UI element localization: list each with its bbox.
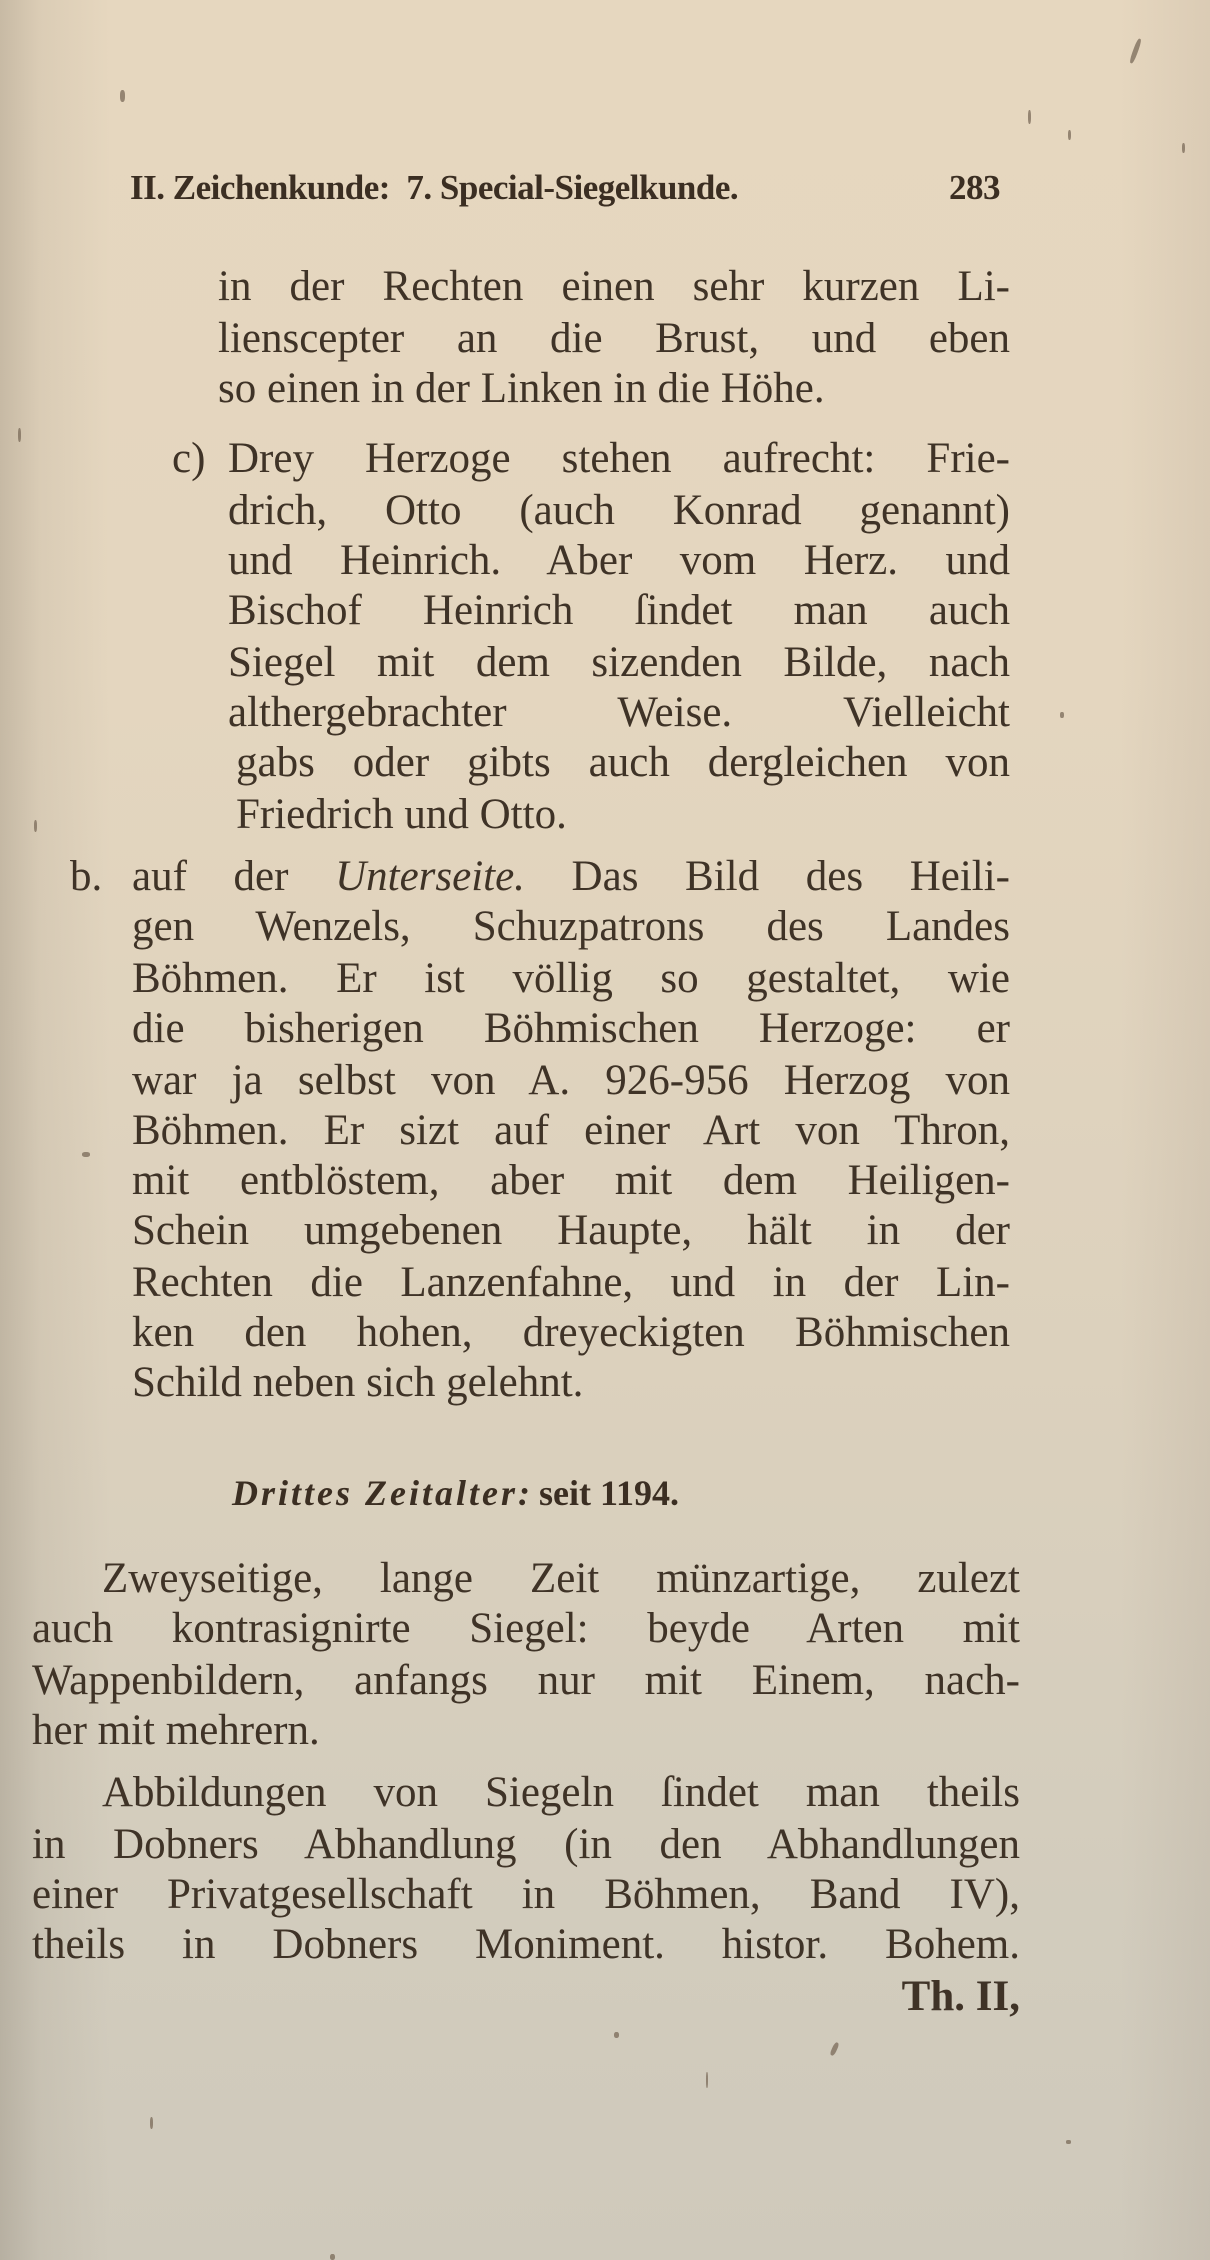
paper-speck xyxy=(120,90,125,102)
text-line: Wappenbildern, anfangs nur mit Einem, nach- xyxy=(32,1657,1020,1704)
text-line: Böhmen. Er sizt auf einer Art von Thron, xyxy=(132,1107,1010,1154)
text-line: so einen in der Linken in die Höhe. xyxy=(218,365,825,412)
text-line: theils in Dobners Moniment. histor. Bohem. xyxy=(32,1921,1020,1968)
paper-speck xyxy=(614,2032,619,2038)
text-line: Siegel mit dem sizenden Bilde, nach xyxy=(228,639,1010,686)
paper-speck xyxy=(1060,712,1064,718)
paper-speck xyxy=(18,428,21,442)
text-line: drich, Otto (auch Konrad genannt) xyxy=(228,487,1010,534)
text-line: Schild neben sich gelehnt. xyxy=(132,1359,584,1406)
text-line: Bischof Heinrich ſindet man auch xyxy=(228,587,1010,634)
paper-speck xyxy=(34,820,37,832)
paper-speck xyxy=(330,2254,335,2260)
section-heading-date: seit 1194. xyxy=(538,1473,679,1513)
text-line: Drey Herzoge stehen aufrecht: Frie- xyxy=(228,435,1010,482)
text-line: und Heinrich. Aber vom Herz. und xyxy=(228,537,1010,584)
text-line: her mit mehrern. xyxy=(32,1707,320,1754)
text-line: auch kontrasignirte Siegel: beyde Arten mit xyxy=(32,1605,1020,1652)
text-line: Böhmen. Er ist völlig so gestaltet, wie xyxy=(132,955,1010,1002)
paper-speck xyxy=(150,2117,153,2129)
running-head-title: II. Zeichenkunde: 7. Special-Siegelkunde. xyxy=(130,168,739,207)
text-line: mit entblöstem, aber mit dem Heiligen- xyxy=(132,1157,1010,1204)
text-line: Zweyseitige, lange Zeit münzartige, zulezt xyxy=(102,1555,1020,1602)
italic-term-unterseite: Unterseite. xyxy=(335,853,525,900)
text-line: war ja selbst von A. 926-956 Herzog von xyxy=(132,1057,1010,1104)
text-line: in Dobners Abhandlung (in den Abhandlungen xyxy=(32,1821,1020,1868)
list-marker-b: b. xyxy=(70,853,103,900)
paper-speck xyxy=(1068,130,1071,140)
paper-speck xyxy=(706,2072,708,2088)
paper-speck xyxy=(1129,38,1143,64)
text-line: Rechten die Lanzenfahne, und in der Lin- xyxy=(132,1259,1010,1306)
catchword: Th. II, xyxy=(901,1973,1020,2020)
text-line xyxy=(132,852,1010,902)
paper-speck xyxy=(829,2042,839,2057)
text-line: Schein umgebenen Haupte, hält in der xyxy=(132,1207,1010,1254)
text-span: Das Bild des Heili- xyxy=(524,853,1010,900)
paper-speck xyxy=(1066,2140,1071,2144)
text-line: einer Privatgesellschaft in Böhmen, Band IV), xyxy=(32,1871,1020,1918)
text-line: gen Wenzels, Schuzpatrons des Landes xyxy=(132,903,1010,950)
text-line: Abbildungen von Siegeln ſindet man theils xyxy=(102,1769,1020,1816)
paper-speck xyxy=(1182,143,1185,153)
paper-speck xyxy=(1028,110,1031,124)
page-number: 283 xyxy=(949,168,1000,207)
running-head xyxy=(130,168,1000,218)
text-line: Friedrich und Otto. xyxy=(236,791,567,838)
text-line: gabs oder gibts auch dergleichen von xyxy=(236,739,1010,786)
text-line: althergebrachter Weise. Vielleicht xyxy=(228,689,1010,736)
text-line: lienscepter an die Brust, und eben xyxy=(218,315,1010,362)
text-line: in der Rechten einen sehr kurzen Li- xyxy=(218,263,1010,310)
text-line: ken den hohen, dreyeckigten Böhmischen xyxy=(132,1309,1010,1356)
list-marker-c: c) xyxy=(172,435,206,482)
paper-speck xyxy=(82,1152,90,1157)
text-span: auf der xyxy=(132,853,336,900)
text-line: die bisherigen Böhmischen Herzoge: er xyxy=(132,1005,1010,1052)
section-heading xyxy=(232,1472,679,1514)
section-heading-italic: Drittes Zeitalter: xyxy=(232,1473,533,1513)
